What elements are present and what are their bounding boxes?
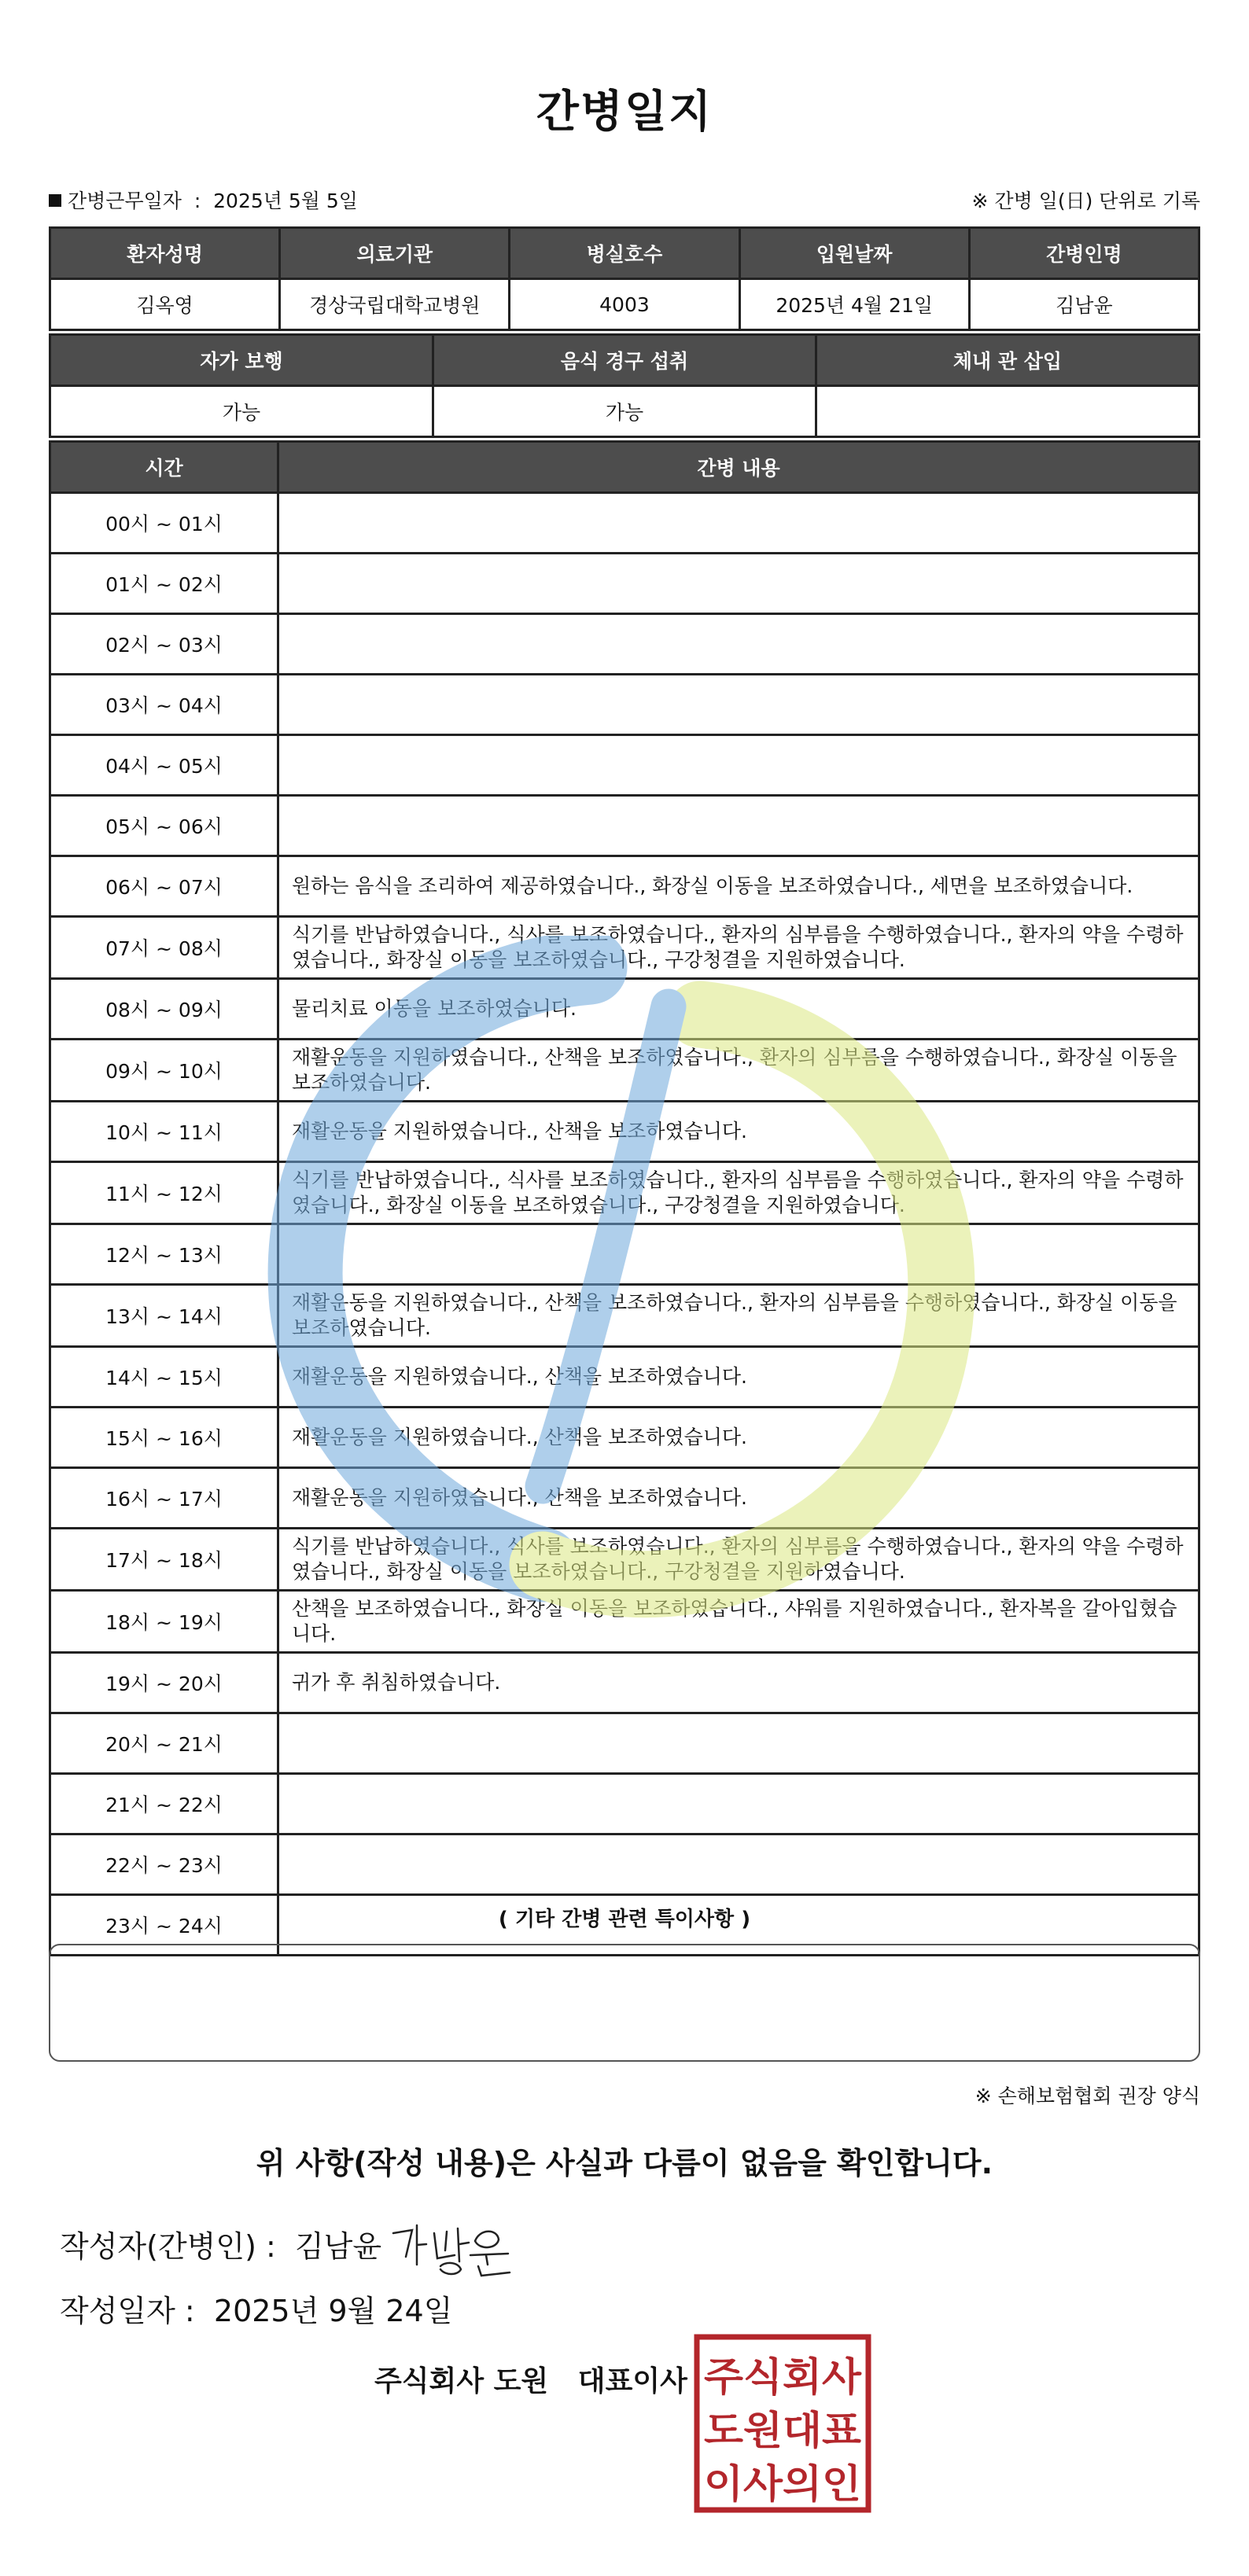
table-row xyxy=(50,979,1199,1040)
time-slot: 12시 ~ 13시 xyxy=(50,1224,278,1285)
work-date-sep: : xyxy=(193,190,201,212)
recommend-note: ※ 손해보험협회 권장 양식 xyxy=(975,2085,1200,2107)
time-slot: 11시 ~ 12시 xyxy=(50,1162,278,1224)
table-row xyxy=(50,1040,1199,1102)
table-row xyxy=(50,1834,1199,1895)
time-slot: 18시 ~ 19시 xyxy=(50,1591,278,1653)
seal-line-3: 이사의인 xyxy=(704,2461,861,2507)
care-content xyxy=(278,493,1199,554)
header-care-content: 간병 내용 xyxy=(278,442,1199,493)
seal-line-1: 주식회사 xyxy=(704,2354,862,2400)
table-row xyxy=(50,554,1199,614)
written-date-label: 작성일자 : xyxy=(60,2294,195,2328)
written-date-line xyxy=(60,2287,452,2330)
care-content: 재활운동을 지원하였습니다., 산책을 보조하였습니다. xyxy=(278,1347,1199,1408)
time-slot: 01시 ~ 02시 xyxy=(50,554,278,614)
patient-name: 김옥영 xyxy=(50,279,280,330)
record-unit-note: ※ 간병 일(日) 단위로 기록 xyxy=(971,190,1200,212)
handwritten-signature xyxy=(382,2210,524,2280)
time-slot: 10시 ~ 11시 xyxy=(50,1102,278,1162)
walking-status: 가능 xyxy=(50,386,433,437)
table-row xyxy=(50,917,1199,979)
time-slot: 20시 ~ 21시 xyxy=(50,1713,278,1774)
time-slot: 15시 ~ 16시 xyxy=(50,1408,278,1468)
company-name: 주식회사 도원 대표이사 xyxy=(374,2365,687,2398)
time-slot: 05시 ~ 06시 xyxy=(50,796,278,856)
writer-label: 작성자(간병인) : xyxy=(60,2229,276,2264)
table-row xyxy=(50,856,1199,917)
header-walking: 자가 보행 xyxy=(50,335,433,386)
table-row xyxy=(50,1529,1199,1591)
caregiver-name: 김남윤 xyxy=(969,279,1199,330)
seal-line-2: 도원대표 xyxy=(704,2408,862,2453)
care-content: 산책을 보조하였습니다., 화장실 이동을 보조하였습니다., 샤워를 지원하였습니다., 환자복을 갈아입혔습니다. xyxy=(278,1591,1199,1653)
table-row xyxy=(50,1347,1199,1408)
care-content: 재활운동을 지원하였습니다., 산책을 보조하였습니다., 환자의 심부름을 수행하였습니다., 화장실 이동을 보조하였습니다. xyxy=(278,1285,1199,1347)
care-log-table xyxy=(49,440,1200,1956)
time-slot: 16시 ~ 17시 xyxy=(50,1468,278,1529)
care-content: 재활운동을 지원하였습니다., 산책을 보조하였습니다. xyxy=(278,1408,1199,1468)
square-bullet-icon xyxy=(49,194,61,207)
care-content: 식기를 반납하였습니다., 식사를 보조하였습니다., 환자의 심부름을 수행하였습니다., 환자의 약을 수령하였습니다., 화장실 이동을 보조하였습니다., 구강청결을 지원하였습니다. xyxy=(278,917,1199,979)
company-seal xyxy=(694,2334,871,2513)
writer-name: 김남윤 xyxy=(294,2229,382,2264)
table-row xyxy=(50,1162,1199,1224)
header-patient-name: 환자성명 xyxy=(50,228,280,279)
hospital-name: 경상국립대학교병원 xyxy=(280,279,510,330)
care-content: 물리치료 이동을 보조하였습니다. xyxy=(278,979,1199,1040)
time-slot: 03시 ~ 04시 xyxy=(50,675,278,735)
care-content xyxy=(278,1224,1199,1285)
header-time: 시간 xyxy=(50,442,278,493)
table-row xyxy=(50,796,1199,856)
table-row xyxy=(50,614,1199,675)
patient-info-table xyxy=(49,226,1200,331)
work-date xyxy=(49,186,358,214)
time-slot: 02시 ~ 03시 xyxy=(50,614,278,675)
care-content xyxy=(278,614,1199,675)
writer-line xyxy=(60,2222,381,2265)
patient-status-table xyxy=(49,333,1200,438)
table-row xyxy=(50,1285,1199,1347)
written-date-value: 2025년 9월 24일 xyxy=(213,2294,453,2328)
time-slot: 00시 ~ 01시 xyxy=(50,493,278,554)
table-row xyxy=(50,1408,1199,1468)
care-content: 재활운동을 지원하였습니다., 산책을 보조하였습니다. xyxy=(278,1102,1199,1162)
meta-row xyxy=(49,186,1200,214)
care-content: 원하는 음식을 조리하여 제공하였습니다., 화장실 이동을 보조하였습니다., 세면을 보조하였습니다. xyxy=(278,856,1199,917)
care-content: 귀가 후 취침하였습니다. xyxy=(278,1653,1199,1713)
care-content: 식기를 반납하였습니다., 식사를 보조하였습니다., 환자의 심부름을 수행하였습니다., 환자의 약을 수령하였습니다., 화장실 이동을 보조하였습니다., 구강청결을 지원하였습니다. xyxy=(278,1529,1199,1591)
table-row xyxy=(50,1653,1199,1713)
tube-status xyxy=(816,386,1199,437)
oral-intake-status: 가능 xyxy=(433,386,816,437)
care-content xyxy=(278,1713,1199,1774)
care-content xyxy=(278,1774,1199,1834)
header-tube: 체내 관 삽입 xyxy=(816,335,1199,386)
header-oral-intake: 음식 경구 섭취 xyxy=(433,335,816,386)
document-title: 간병일지 xyxy=(536,86,713,138)
time-slot: 07시 ~ 08시 xyxy=(50,917,278,979)
care-content: 재활운동을 지원하였습니다., 산책을 보조하였습니다., 환자의 심부름을 수행하였습니다., 화장실 이동을 보조하였습니다. xyxy=(278,1040,1199,1102)
care-content xyxy=(278,675,1199,735)
time-slot: 08시 ~ 09시 xyxy=(50,979,278,1040)
care-content xyxy=(278,796,1199,856)
care-content: 재활운동을 지원하였습니다., 산책을 보조하였습니다. xyxy=(278,1468,1199,1529)
table-row xyxy=(50,493,1199,554)
time-slot: 23시 ~ 24시 xyxy=(50,1895,278,1956)
remarks-box xyxy=(49,1944,1200,2062)
room-number: 4003 xyxy=(510,279,739,330)
time-slot: 17시 ~ 18시 xyxy=(50,1529,278,1591)
header-admission-date: 입원날짜 xyxy=(739,228,969,279)
time-slot: 04시 ~ 05시 xyxy=(50,735,278,796)
time-slot: 09시 ~ 10시 xyxy=(50,1040,278,1102)
remarks-title: ( 기타 간병 관련 특이사항 ) xyxy=(498,1908,751,1931)
admission-date: 2025년 4월 21일 xyxy=(739,279,969,330)
table-row xyxy=(50,1468,1199,1529)
care-content: 식기를 반납하였습니다., 식사를 보조하였습니다., 환자의 심부름을 수행하였습니다., 환자의 약을 수령하였습니다., 화장실 이동을 보조하였습니다., 구강청결을 지원하였습니다. xyxy=(278,1162,1199,1224)
confirm-statement: 위 사항(작성 내용)은 사실과 다름이 없음을 확인합니다. xyxy=(256,2146,993,2180)
table-row xyxy=(50,1224,1199,1285)
header-hospital: 의료기관 xyxy=(280,228,510,279)
time-slot: 21시 ~ 22시 xyxy=(50,1774,278,1834)
table-row xyxy=(50,1591,1199,1653)
work-date-value: 2025년 5월 5일 xyxy=(213,190,358,212)
table-row xyxy=(50,1774,1199,1834)
time-slot: 06시 ~ 07시 xyxy=(50,856,278,917)
table-row xyxy=(50,675,1199,735)
table-row xyxy=(50,735,1199,796)
table-row xyxy=(50,1102,1199,1162)
header-caregiver: 간병인명 xyxy=(969,228,1199,279)
care-content xyxy=(278,735,1199,796)
time-slot: 19시 ~ 20시 xyxy=(50,1653,278,1713)
care-content xyxy=(278,554,1199,614)
time-slot: 22시 ~ 23시 xyxy=(50,1834,278,1895)
time-slot: 14시 ~ 15시 xyxy=(50,1347,278,1408)
care-content xyxy=(278,1834,1199,1895)
work-date-label: 간병근무일자 xyxy=(68,190,182,212)
table-row xyxy=(50,1713,1199,1774)
header-room: 병실호수 xyxy=(510,228,739,279)
time-slot: 13시 ~ 14시 xyxy=(50,1285,278,1347)
